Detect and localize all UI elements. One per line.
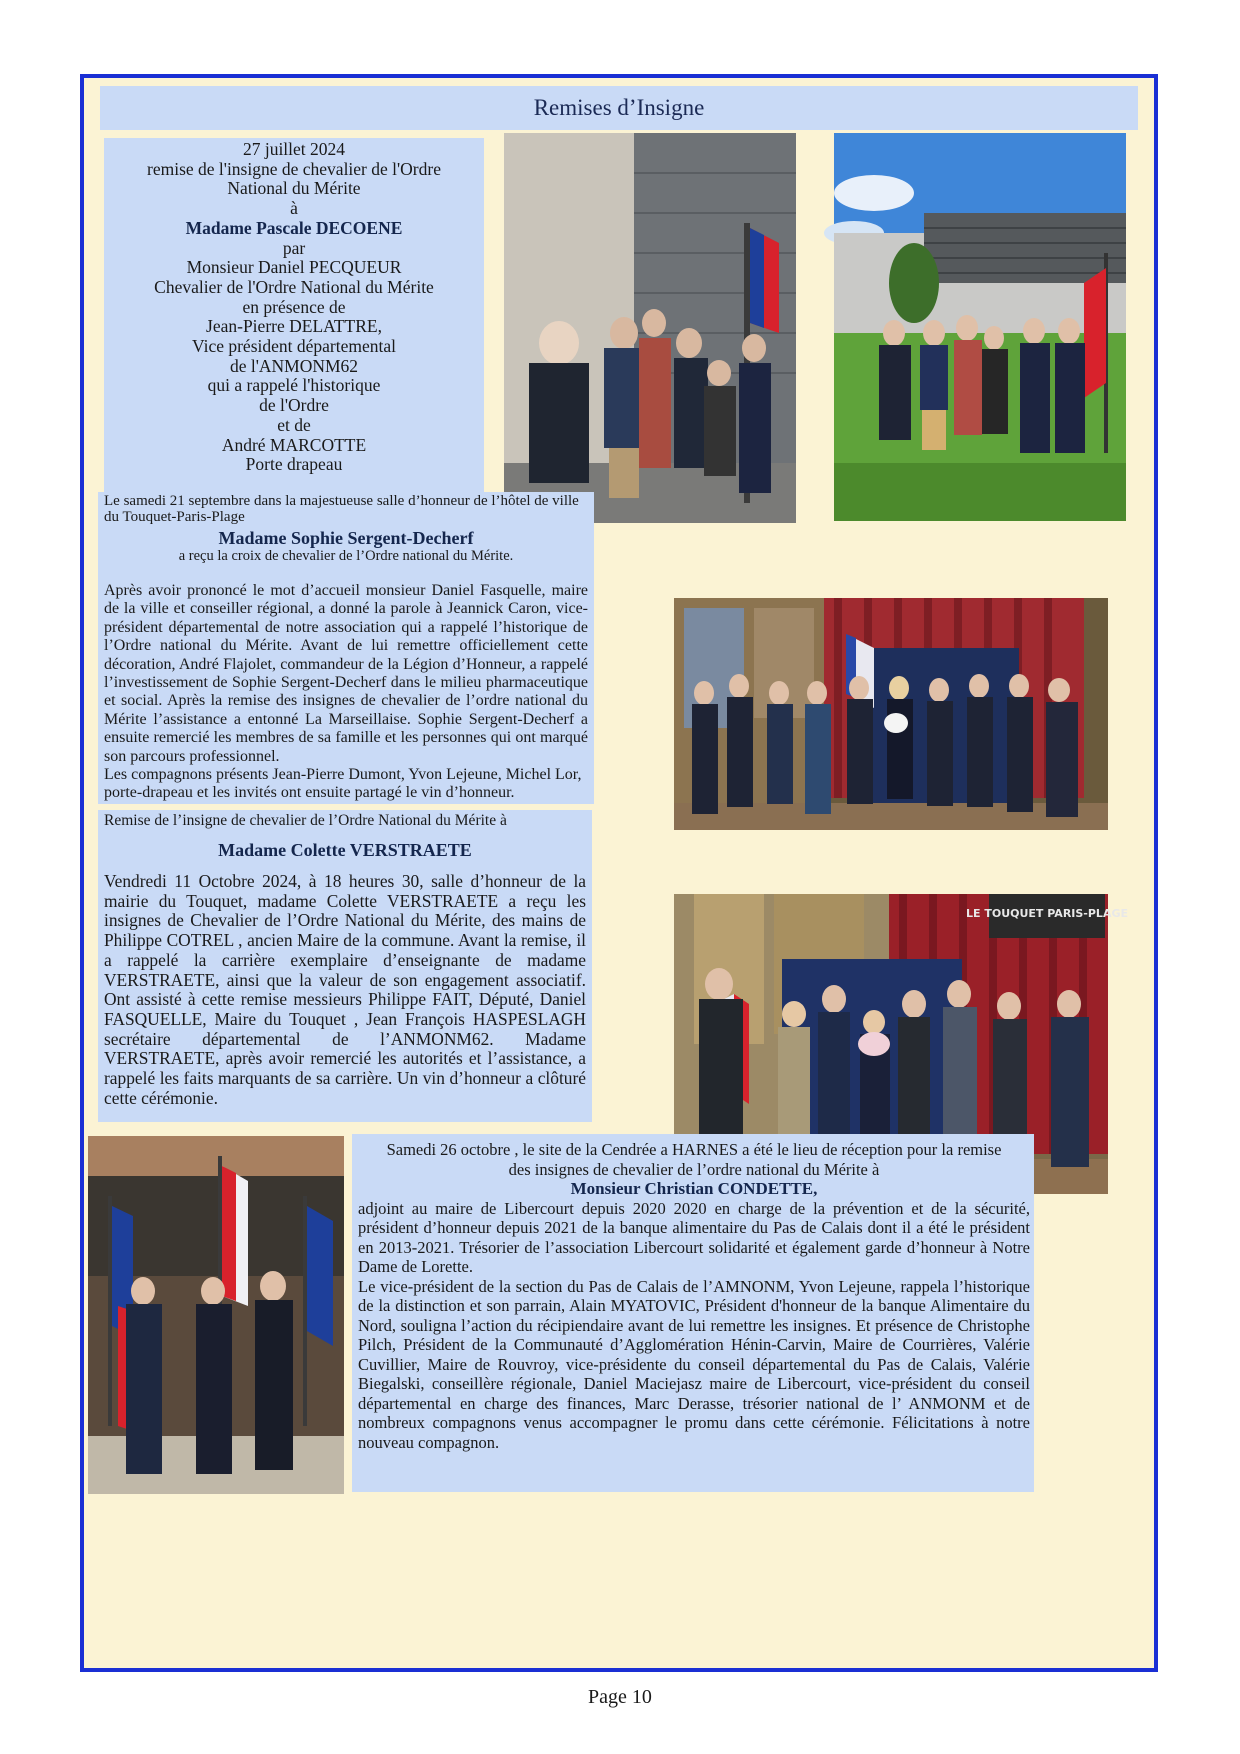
page-title: Remises d’Insigne <box>100 86 1138 130</box>
section4-text <box>352 1134 1034 1492</box>
s3-honoree: Madame Colette VERSTRAETE <box>218 840 472 860</box>
banner-touquet-text: LE TOUQUET PARIS-PLAGE <box>965 907 1129 920</box>
s1-line: André MARCOTTE <box>221 434 367 455</box>
s1-line: 27 juillet 2024 <box>242 139 346 159</box>
s1-line: de l'Ordre <box>259 395 329 416</box>
s1-line: Porte drapeau <box>245 454 343 475</box>
s1-line: remise de l'insigne de chevalier de l'Ordre <box>147 158 441 179</box>
s1-line: par <box>282 237 306 258</box>
s4-body1: adjoint au maire de Libercourt depuis 2020 2020 en charge de la prévention et de la sécurité, président d’honneur depuis 2021 de la banque alimentaire du Pas de Calais dont il a été le président en 2013-2021. Trésorier de l’association Libercourt solidarité et également garde d’honneur à Notre Dame de Lorette. <box>358 1198 1030 1276</box>
s2-closing: Les compagnons présents Jean-Pierre Dumont, Yvon Lejeune, Michel Lor, porte-drapeau et les invités ont ensuite partagé le vin d’honneur. <box>104 766 582 802</box>
s1-line: en présence de <box>242 296 346 317</box>
s1-line: Jean-Pierre DELATTRE, <box>206 316 382 337</box>
photo-ceremony-sergent-decherf <box>674 598 1108 830</box>
page-frame <box>80 74 1158 1672</box>
s1-honoree: Madame Pascale DECOENE <box>185 217 403 238</box>
s1-line: Chevalier de l'Ordre National du Mérite <box>154 276 434 297</box>
s4-honoree: Monsieur Christian CONDETTE, <box>570 1179 818 1198</box>
s1-line: Monsieur Daniel PECQUEUR <box>186 257 402 278</box>
s2-intro: Le samedi 21 septembre dans la majestueuse salle d’honneur de l’hôtel de ville du Touquet-Paris-Plage <box>104 493 579 525</box>
s2-body: Après avoir prononcé le mot d’accueil monsieur Daniel Fasquelle, maire de la ville et conseiller régional, a donné la parole à Jeannick Caron, vice-président départemental de notre association qui a rappelé l’historique de l’Ordre national du Mérite. Avant de lui remettre officiellement cette décoration, André Flajolet, commandeur de la Légion d’Honneur, a rappelé l’investissement de Sophie Sergent-Decherf dans le milieu pharmaceutique et social. Après la remise des insignes de chevalier de l’ordre national du Mérite l’assistance a entonné La Marseillaise. Sophie Sergent-Decherf a ensuite remercié les membres de sa famille et les personnes qui ont marqué son parcours professionnel. <box>104 582 588 765</box>
s4-body2: Le vice-président de la section du Pas de Calais de l’AMNONM, Yvon Lejeune, rappela l’historique de la distinction et son parrain, Alain MYATOVIC, Président d'honneur de la banque Alimentaire du Nord, souligna l’action du récipiendaire avant de lui remettre les insignes. Et présence de Christophe Pilch, Président de la Communauté d’Agglomération Hénin-Carvin, Maire de Courrières, Valérie Cuvillier, Maire de Rouvroy, vice-présidente du conseil départemental du Pas de Calais, Valérie Biegalski, conseillère régionale, Daniel Maciejasz maire de Libercourt, vice-président du conseil départemental en charge des finances, Marc Derasse, trésorier national de l’ ANMONM et de nombreux compagnons venus accompagner le promu dans cette cérémonie. Félicitations à notre nouveau compagnon. <box>358 1276 1030 1452</box>
photo-ceremony-decoene-2 <box>834 133 1126 521</box>
photo-ceremony-condette <box>88 1136 344 1494</box>
s1-line: de l'ANMONM62 <box>229 355 359 376</box>
s3-intro: Remise de l’insigne de chevalier de l’Ordre National du Mérite à <box>104 812 507 829</box>
s1-line: Vice président départemental <box>192 336 396 357</box>
section3-text <box>98 810 592 1122</box>
page-number: Page 10 <box>588 1686 652 1708</box>
photo-ceremony-decoene-1 <box>504 133 796 523</box>
section2-text <box>98 492 594 804</box>
s1-line: et de <box>277 414 311 435</box>
s1-line: à <box>290 198 298 219</box>
s1-line: qui a rappelé l'historique <box>207 375 381 396</box>
s2-subtitle: a reçu la croix de chevalier de l’Ordre national du Mérite. <box>178 548 514 564</box>
s3-body: Vendredi 11 Octobre 2024, à 18 heures 30, salle d’honneur de la mairie du Touquet, madame Colette VERSTRAETE a reçu les insignes de Chevalier de l’Ordre National du Mérite, des mains de Philippe COTREL , ancien Maire de la commune. Avant la remise, il a rappelé la carrière exemplaire d’enseignante de madame VERSTRAETE, ainsi que la valeur de son engagement associatif. Ont assisté à cette remise messieurs Philippe FAIT, Député, Daniel FASQUELLE, Maire du Touquet , Jean François HASPESLAGH secrétaire départemental de l’ANMONM62. Madame VERSTRAETE, après avoir remercié les autorités et l’assistance, a rappelé les faits marquants de sa carrière. Un vin d’honneur a clôturé cette cérémonie. <box>104 871 586 1108</box>
s4-intro: Samedi 26 octobre , le site de la Cendrée a HARNES a été le lieu de réception pour la remise des insignes de chevalier de l’ordre national du Mérite à <box>386 1140 1002 1179</box>
s2-honoree: Madame Sophie Sergent-Decherf <box>218 528 474 548</box>
s1-line: National du Mérite <box>227 178 361 199</box>
section1-text <box>104 138 484 522</box>
